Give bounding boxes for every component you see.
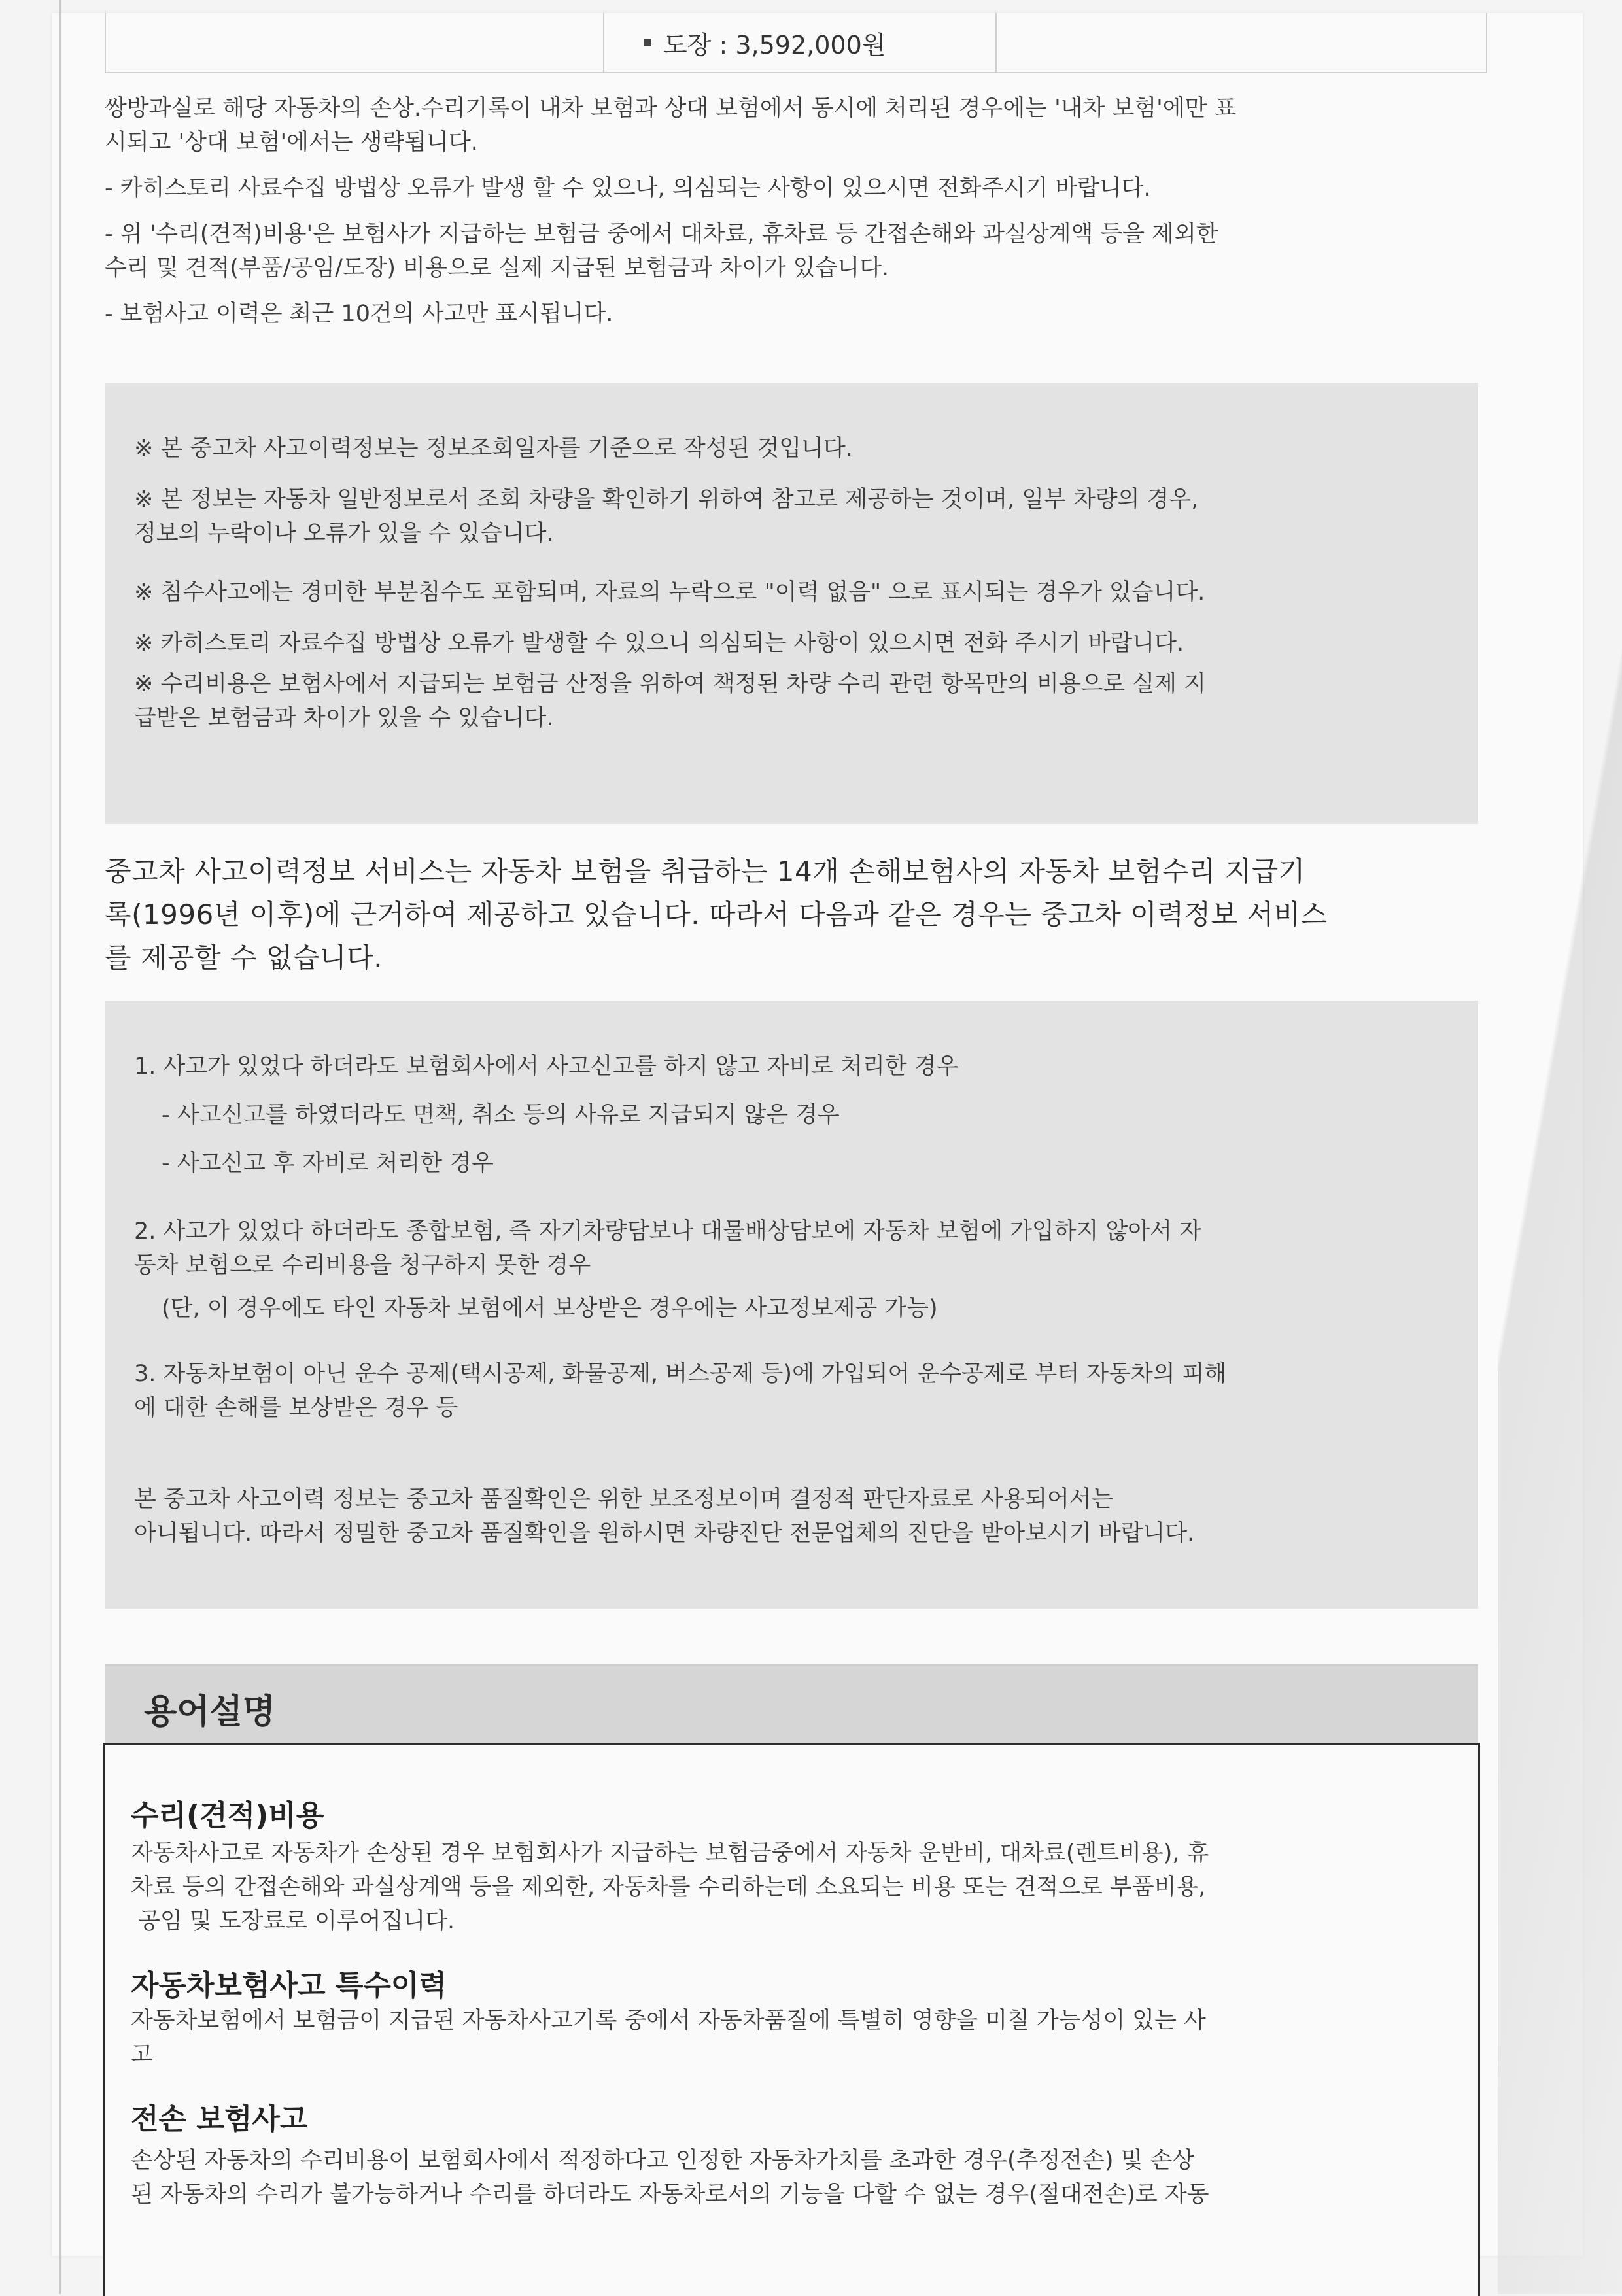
top-table-cell (997, 13, 1486, 72)
intro-line: 록(1996년 이후)에 근거하여 제공하고 있습니다. 따라서 다음과 같은 경우는 중고차 이력정보 서비스 (105, 899, 1328, 931)
term-line: 손상된 자동차의 수리비용이 보험회사에서 적정하다고 인정한 자동차가치를 초과한 경우(추정전손) 및 손상 (131, 2148, 1195, 2174)
exclusion-sub: - 사고신고를 하였더라도 면책, 취소 등의 사유로 지급되지 않은 경우 (162, 1102, 840, 1128)
bullet-icon (644, 39, 651, 46)
exclusion-case: 1. 사고가 있었다 하더라도 보험회사에서 사고신고를 하지 않고 자비로 처리한 경우 (134, 1054, 959, 1080)
paint-cost-text: 도장 : 3,592,000원 (663, 30, 886, 60)
exclusions-text (134, 1050, 1462, 1551)
disclaimer-line: ※ 침수사고에는 경미한 부분침수도 포함되며, 자료의 누락으로 "이력 없음" 으로 표시되는 경우가 있습니다. (134, 579, 1205, 606)
exclusion-case: 동차 보험으로 수리비용을 청구하지 못한 경우 (134, 1252, 591, 1278)
note-line: 시되고 '상대 보험'에서는 생략됩니다. (105, 129, 478, 156)
term-line: 자동차보험에서 보험금이 지급된 자동차사고기록 중에서 자동차품질에 특별히 영향을 미칠 가능성이 있는 사 (131, 2008, 1206, 2034)
top-table-cell (604, 13, 997, 72)
term-title: 수리(견적)비용 (131, 1799, 324, 1832)
top-table-cell (106, 13, 604, 72)
exclusion-case: 3. 자동차보험이 아닌 운수 공제(택시공제, 화물공제, 버스공제 등)에 가입되어 운수공제로 부터 자동차의 피해 (134, 1361, 1227, 1387)
term-description (131, 2004, 1465, 2072)
service-intro (105, 850, 1504, 980)
exclusion-note: (단, 이 경우에도 타인 자동차 보험에서 보상받은 경우에는 사고정보제공 가능) (162, 1295, 938, 1322)
disclaimer-text (134, 432, 1462, 735)
term-line: 자동차사고로 자동차가 손상된 경우 보험회사가 지급하는 보험금중에서 자동차 운반비, 대차료(렌트비용), 휴 (131, 1840, 1209, 1866)
term-description (131, 1836, 1465, 1938)
note-line: - 보험사고 이력은 최근 10건의 사고만 표시됩니다. (105, 301, 613, 327)
exclusion-case: 에 대한 손해를 보상받은 경우 등 (134, 1395, 458, 1421)
intro-line: 중고차 사고이력정보 서비스는 자동차 보험을 취급하는 14개 손해보험사의 자동차 보험수리 지급기 (105, 855, 1305, 887)
disclaimer-line: ※ 카히스토리 자료수집 방법상 오류가 발생할 수 있으니 의심되는 사항이 있으시면 전화 주시기 바랍니다. (134, 630, 1184, 657)
exclusion-closing: 아니됩니다. 따라서 정밀한 중고차 품질확인을 원하시면 차량진단 전문업체의 진단을 받아보시기 바랍니다. (134, 1520, 1195, 1547)
glossary-title: 용어설명 (144, 1692, 275, 1732)
disclaimer-line: 급받은 보험금과 차이가 있을 수 있습니다. (134, 705, 554, 731)
term-description (131, 2144, 1465, 2212)
term-line: 된 자동차의 수리가 불가능하거나 수리를 하더라도 자동차로서의 기능을 다할 수 없는 경우(절대전손)로 자동 (131, 2182, 1209, 2208)
disclaimer-line: ※ 본 중고차 사고이력정보는 정보조회일자를 기준으로 작성된 것입니다. (134, 436, 853, 462)
term-title: 자동차보험사고 특수이력 (131, 1969, 447, 2002)
scan-edge-line (59, 0, 61, 2294)
note-line: 수리 및 견적(부품/공임/도장) 비용으로 실제 지급된 보험금과 차이가 있습니다. (105, 255, 889, 281)
exclusion-closing: 본 중고차 사고이력 정보는 중고차 품질확인은 위한 보조정보이며 결정적 판단자료로 사용되어서는 (134, 1486, 1114, 1513)
intro-line: 를 제공할 수 없습니다. (105, 942, 383, 974)
scan-fold-shadow (1498, 0, 1622, 2294)
term-line: 공임 및 도장료로 이루어집니다. (131, 1908, 455, 1934)
note-line: 쌍방과실로 해당 자동차의 손상.수리기록이 내차 보험과 상대 보험에서 동시에 처리된 경우에는 '내차 보험'에만 표 (105, 95, 1237, 122)
term-title: 전손 보험사고 (131, 2102, 308, 2136)
disclaimer-line: ※ 수리비용은 보험사에서 지급되는 보험금 산정을 위하여 책정된 차량 수리 관련 항목만의 비용으로 실제 지 (134, 671, 1206, 697)
term-line: 고 (131, 2042, 153, 2068)
glossary-term (131, 1792, 1465, 1938)
top-table-row (105, 13, 1487, 73)
note-line: - 위 '수리(견적)비용'은 보험사가 지급하는 보험금 중에서 대차료, 휴차료 등 간접손해와 과실상계액 등을 제외한 (105, 221, 1218, 247)
notes-section (105, 92, 1491, 331)
glossary-term (131, 2095, 1465, 2212)
note-line: - 카히스토리 사료수집 방법상 오류가 발생 할 수 있으나, 의심되는 사항이 있으시면 전화주시기 바랍니다. (105, 175, 1151, 201)
disclaimer-line: 정보의 누락이나 오류가 있을 수 있습니다. (134, 521, 554, 547)
exclusion-case: 2. 사고가 있었다 하더라도 종합보험, 즉 자기차량담보나 대물배상담보에 자동차 보험에 가입하지 않아서 자 (134, 1218, 1201, 1244)
exclusion-sub: - 사고신고 후 자비로 처리한 경우 (162, 1150, 494, 1176)
glossary-header (105, 1664, 1478, 1744)
term-line: 차료 등의 간접손해와 과실상계액 등을 제외한, 자동차를 수리하는데 소요되는 비용 또는 견적으로 부품비용, (131, 1874, 1206, 1900)
glossary-terms (131, 1792, 1465, 2212)
disclaimer-line: ※ 본 정보는 자동차 일반정보로서 조회 차량을 확인하기 위하여 참고로 제공하는 것이며, 일부 차량의 경우, (134, 487, 1199, 513)
glossary-term (131, 1962, 1465, 2072)
